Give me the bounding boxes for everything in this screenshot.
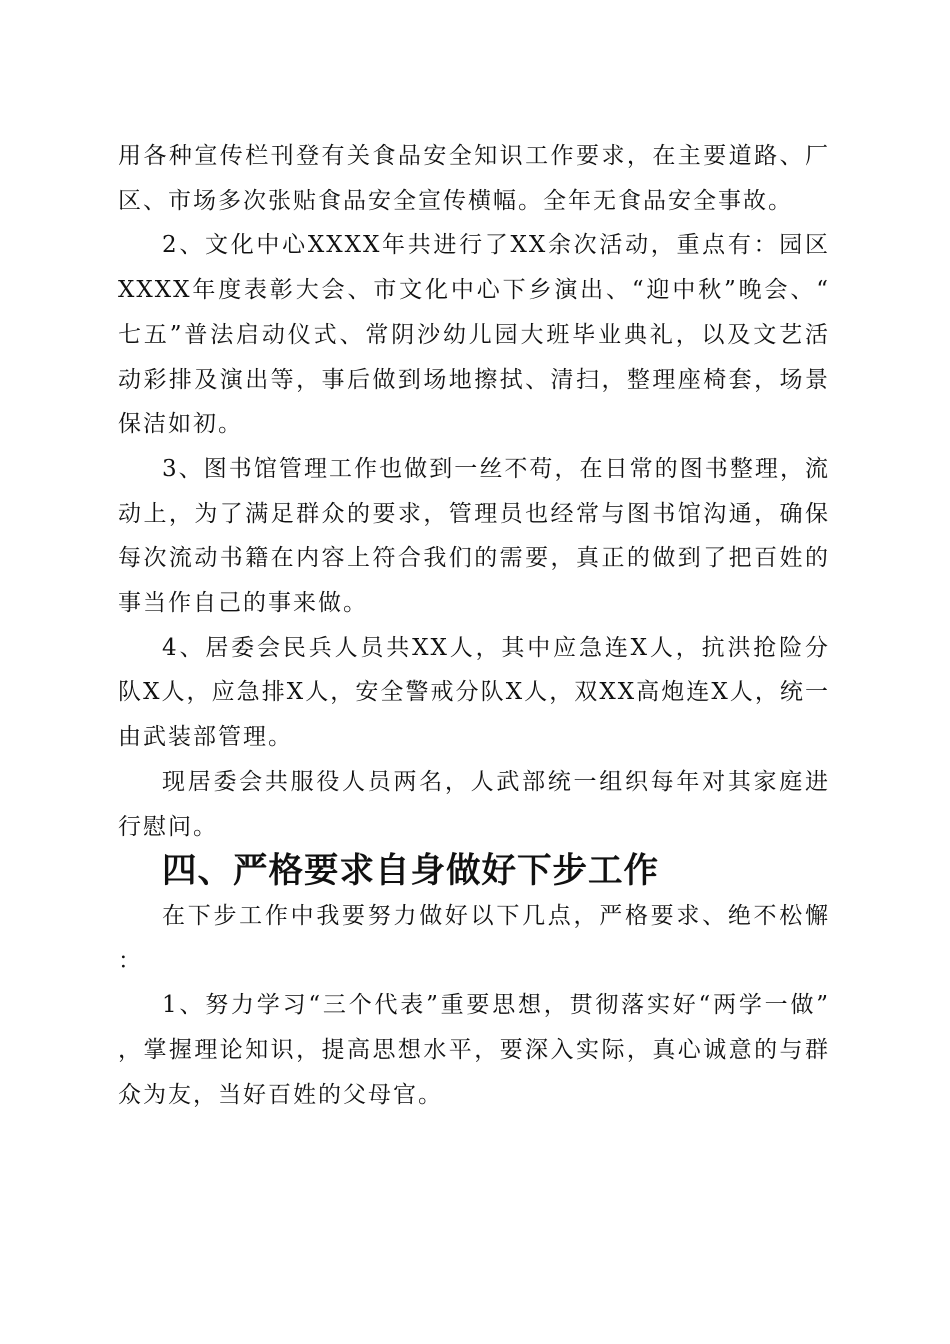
document-page — [118, 134, 830, 1117]
paragraph-food-safety-continued: 用各种宣传栏刊登有关食品安全知识工作要求，在主要道路、厂区、市场多次张贴食品安全宣传横幅。全年无食品安全事故。 — [118, 143, 830, 214]
paragraph-service-personnel: 现居委会共服役人员两名，人武部统一组织每年对其家庭进行慰问。 — [118, 768, 830, 840]
section-heading: 四、严格要求自身做好下步工作 — [162, 851, 659, 892]
paragraph-next-steps-intro: 在下步工作中我要努力做好以下几点，严格要求、绝不松懈： — [118, 902, 830, 974]
paragraph-militia: 4、居委会民兵人员共XX人，其中应急连X人，抗洪抢险分队X人，应急排X人，安全警戒分队X人，双XX高炮连X人，统一由武装部管理。 — [118, 634, 830, 751]
paragraph-culture-center: 2、文化中心XXXX年共进行了XX余次活动，重点有：园区XXXX年度表彰大会、市文化中心下乡演出、“迎中秋”晚会、“七五”普法启动仪式、常阴沙幼儿园大班毕业典礼，以及文艺活动彩排及演出等，事后做到场地擦拭、清扫，整理座椅套，场景保洁如初。 — [118, 232, 830, 438]
paragraph-next-steps-item-1: 1、努力学习“三个代表”重要思想，贯彻落实好“两学一做”，掌握理论知识，提高思想水平，要深入实际，真心诚意的与群众为友，当好百姓的父母官。 — [118, 992, 830, 1108]
paragraph-library: 3、图书馆管理工作也做到一丝不苟，在日常的图书整理，流动上，为了满足群众的要求，管理员也经常与图书馆沟通，确保每次流动书籍在内容上符合我们的需要，真正的做到了把百姓的事当作自己的事来做。 — [118, 455, 830, 617]
